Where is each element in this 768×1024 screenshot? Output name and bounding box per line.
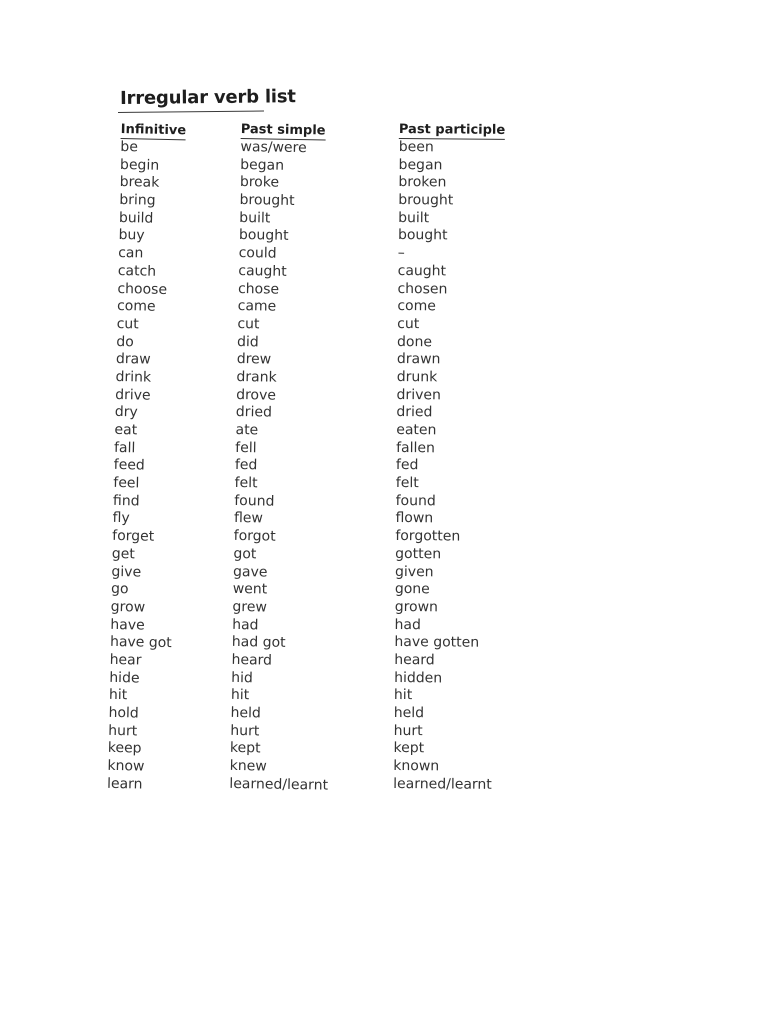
verb-cell: heard [231,651,273,669]
verb-cell: drive [115,386,151,404]
verb-cell: drank [236,368,277,386]
verb-cell: began [240,156,285,174]
verb-cell: broken [398,174,447,191]
verb-cell: bought [397,227,448,244]
verb-cell: gotten [395,545,442,563]
verb-cell: catch [117,262,157,280]
verb-cell: cut [116,315,139,333]
verb-cell: be [120,138,139,156]
verb-cell: hurt [393,722,423,739]
verb-cell: done [396,333,433,350]
verb-cell: broke [239,174,280,192]
verb-cell: hear [109,651,142,669]
verb-cell: eaten [396,421,437,439]
past-simple-column [229,118,339,795]
verb-cell: hit [108,687,128,704]
verb-cell: fell [235,439,257,457]
verb-cell: hide [109,669,140,687]
verb-cell: forgot [233,528,276,545]
verb-cell: cut [237,315,260,333]
verb-cell: give [111,563,142,581]
verb-cell: come [397,298,436,315]
verb-cell: choose [117,280,168,298]
verb-cell: buy [118,227,145,244]
verb-cell: hidden [394,669,443,687]
verb-cell: bought [238,227,289,245]
verb-cell: find [112,492,140,510]
verb-cell: felt [395,475,419,492]
verb-cell: dried [235,404,273,421]
verb-cell: learned/learnt [229,775,329,794]
verb-cell: drink [115,368,152,386]
verb-cell: fed [234,457,258,474]
verb-cell: cut [397,315,420,333]
verb-cell: held [230,704,262,722]
past-simple-header: Past simple [240,121,326,139]
verb-cell: forget [112,528,155,545]
verb-cell: grow [110,598,146,616]
verb-cell: came [237,298,277,315]
verb-cell: known [393,758,440,775]
verb-cell: can [118,245,144,262]
verb-cell: hid [231,669,254,686]
verb-cell: gave [232,563,268,581]
page-title: Irregular verb list [120,86,296,109]
verb-cell: come [116,298,156,315]
verb-cell: fallen [396,439,435,457]
infinitive-list [107,139,186,795]
past-participle-column [393,118,505,794]
verb-cell: drawn [396,351,441,368]
verb-cell: have [110,616,145,634]
verb-cell: do [116,333,134,350]
verb-cell: did [236,333,259,350]
verb-cell: – [397,245,405,262]
verb-cell: chose [237,280,280,298]
verb-cell: kept [393,740,425,757]
verb-cell: held [393,704,425,722]
past-simple-list [229,139,339,795]
verb-cell: found [234,492,275,510]
verb-cell: hit [230,687,250,704]
verb-cell: forgotten [395,528,461,545]
verb-cell: keep [107,740,142,757]
verb-cell: drew [236,351,272,368]
verb-cell: given [394,563,434,580]
verb-cell: hurt [108,722,138,740]
verb-cell: flown [395,510,434,527]
verb-cell: dry [114,404,138,421]
verb-cell: caught [238,262,287,280]
verb-cell: driven [396,386,441,404]
verb-cell: was/were [240,138,307,157]
title-underline [118,110,264,113]
verb-cell: knew [229,757,267,775]
verb-cell: had [232,616,259,633]
verb-cell: bring [119,192,156,209]
verb-cell: chosen [397,280,448,297]
verb-cell: went [232,581,268,598]
verb-cell: fly [112,510,130,527]
verb-cell: dried [396,404,433,421]
verb-cell: eat [114,421,138,439]
verb-cell: break [119,174,160,192]
verb-cell: built [239,209,271,227]
verb-cell: flew [233,510,264,527]
verb-cell: grew [232,598,268,616]
verb-cell: ate [235,421,259,439]
verb-cell: have gotten [394,634,480,651]
verb-cell: hold [108,704,139,722]
verb-cell: hurt [230,722,260,740]
verb-cell: get [111,545,136,563]
verb-cell: built [398,209,430,227]
verb-cell: had got [231,634,286,652]
verb-cell: brought [239,192,295,210]
verb-cell: began [398,156,443,174]
verb-cell: draw [115,351,151,368]
verb-cell: brought [398,192,454,209]
verb-cell: heard [394,651,435,669]
verb-cell: build [118,209,154,227]
infinitive-header: Infinitive [120,121,187,139]
verb-cell: got [233,545,257,563]
verb-cell: know [107,757,145,775]
verb-cell: hit [393,687,413,704]
verb-cell: fed [395,457,419,474]
past-participle-header: Past participle [398,121,506,138]
past-participle-list [393,139,505,794]
verb-cell: feel [113,474,140,492]
verb-cell: begin [119,156,160,174]
verb-cell: felt [234,475,258,492]
verb-cell: drunk [396,368,438,386]
verb-cell: caught [397,262,447,280]
verb-cell: have got [109,634,172,652]
verb-cell: could [238,245,277,262]
verb-cell: go [110,581,129,598]
verb-cell: had [394,616,421,633]
verb-cell: feed [113,457,145,474]
verb-cell: fall [113,439,136,457]
infinitive-column [107,118,187,795]
verb-cell: drove [236,386,277,404]
verb-cell: grown [394,598,439,616]
verb-cell: gone [394,581,430,598]
verb-cell: learn [106,775,143,793]
verb-cell: kept [229,740,261,757]
verb-cell: learned/learnt [393,775,492,793]
verb-cell: found [395,492,436,510]
verb-cell: been [398,138,434,156]
